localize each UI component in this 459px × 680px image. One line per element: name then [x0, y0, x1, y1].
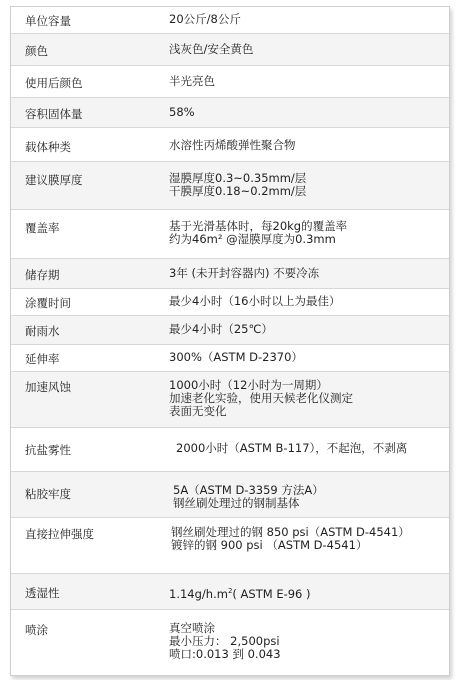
- row-value: [169, 13, 443, 26]
- value-line: 2000小时（ASTM B-117），不起泡，不剥离: [176, 441, 408, 455]
- value-line: 加速老化实验，使用天候老化仪测定: [169, 391, 353, 405]
- value-line: 水溶性丙烯酸弹性聚合物: [169, 138, 296, 152]
- value-line: 喷口:0.013 到 0.043: [169, 647, 281, 661]
- row-value: [169, 295, 443, 308]
- unit-exponent: 2: [227, 587, 233, 595]
- table-row: [11, 345, 449, 372]
- table-row: [11, 66, 449, 98]
- value-line: 最小压力： 2,500psi: [169, 634, 280, 648]
- value-line: 58%: [169, 105, 195, 119]
- value-line: 真空喷涂: [169, 621, 215, 635]
- table-row: [11, 7, 449, 34]
- row-value: [169, 379, 443, 418]
- row-label: 涂覆时间: [25, 296, 71, 310]
- value-line: 表面无变化: [169, 404, 227, 418]
- row-value: [169, 106, 443, 119]
- table-row: [11, 162, 449, 210]
- table-row: [11, 289, 449, 316]
- table-row: [11, 259, 449, 289]
- value-line: 5A（ASTM D-3359 方法A）: [173, 483, 324, 497]
- table-row: [11, 316, 449, 345]
- row-label: 载体种类: [25, 140, 71, 154]
- value-line: 浅灰色/安全黄色: [169, 42, 254, 56]
- table-row: [11, 472, 449, 518]
- permeability-standard: ( ASTM E-96 ): [232, 587, 311, 601]
- value-line: 湿膜厚度0.3~0.35mm/层: [169, 171, 307, 185]
- table-row: [11, 98, 449, 128]
- row-label: 覆盖率: [25, 221, 60, 235]
- value-line: 约为46m² @湿膜厚度为0.3mm: [169, 232, 336, 246]
- row-label: 单位容量: [25, 14, 71, 28]
- row-value: [171, 526, 443, 552]
- row-value: [173, 484, 443, 510]
- row-label: 延伸率: [25, 352, 60, 366]
- row-label: 使用后颜色: [25, 76, 83, 90]
- row-label: 抗盐雾性: [25, 443, 71, 457]
- value-line: 最少4小时（16小时以上为最佳）: [169, 294, 341, 308]
- row-label: 透湿性: [25, 586, 60, 600]
- row-label: 直接拉伸强度: [25, 527, 94, 541]
- value-line: 1000小时（12小时为一周期）: [169, 378, 328, 392]
- value-line: [169, 585, 443, 601]
- row-label: 建议膜厚度: [25, 173, 83, 187]
- row-label: 耐雨水: [25, 324, 60, 338]
- table-row: [11, 34, 449, 66]
- value-line: 半光亮色: [169, 74, 215, 88]
- table-row: [11, 210, 449, 259]
- row-value: [169, 351, 443, 364]
- row-value: [176, 442, 443, 455]
- row-label: 颜色: [25, 44, 48, 58]
- table-row: [11, 128, 449, 162]
- value-line: 钢丝刷处理过的钢制基体: [173, 496, 300, 510]
- spec-table: [10, 6, 450, 676]
- value-line: 钢丝刷处理过的钢 850 psi（ASTM D-4541）: [171, 525, 410, 539]
- value-line: 基于光滑基体时，每20kg的覆盖率: [169, 219, 348, 233]
- table-row: [11, 574, 449, 610]
- value-line: 镀锌的钢 900 psi （ASTM D-4541）: [171, 538, 368, 552]
- permeability-value: 1.14g/h.m: [169, 587, 228, 601]
- row-value: [169, 267, 443, 280]
- row-value: [169, 172, 443, 198]
- row-label: 储存期: [25, 268, 60, 282]
- row-value: [169, 622, 443, 661]
- row-label: 加速风蚀: [25, 380, 71, 394]
- value-line: 3年 (未开封容器内) 不要冷冻: [169, 266, 320, 280]
- row-label: 粘胶牢度: [25, 487, 71, 501]
- value-line: 300%（ASTM D-2370）: [169, 350, 303, 364]
- table-row: [11, 372, 449, 428]
- table-row: [11, 428, 449, 472]
- row-label: 容积固体量: [25, 107, 83, 121]
- table-row: [11, 610, 449, 675]
- row-value: [169, 585, 443, 601]
- value-line: 干膜厚度0.18~0.2mm/层: [169, 184, 307, 198]
- row-label: 喷涂: [25, 623, 48, 637]
- value-line: 最少4小时（25℃）: [169, 322, 273, 336]
- row-value: [169, 323, 443, 336]
- row-value: [169, 43, 443, 56]
- row-value: [169, 75, 443, 88]
- row-value: [169, 220, 443, 246]
- table-row: [11, 518, 449, 574]
- row-value: [169, 139, 443, 152]
- value-line: 20公斤/8公斤: [169, 12, 241, 26]
